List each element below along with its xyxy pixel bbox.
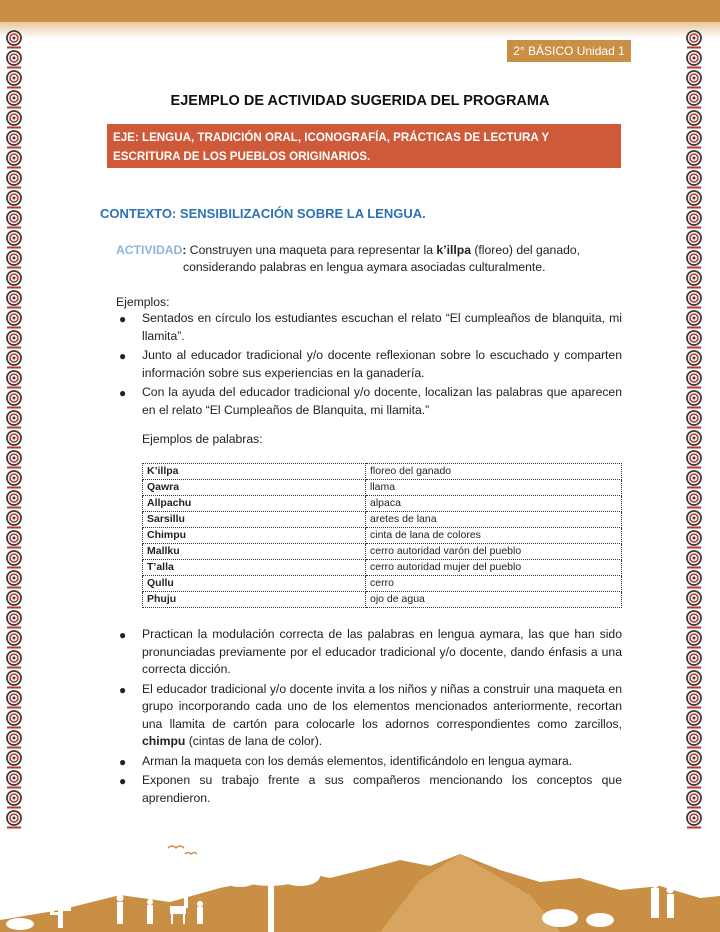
andean-landscape-illustration [0,840,720,932]
examples-label: Ejemplos: [116,295,170,309]
list-item-text-end: (cintas de lana de color). [185,734,323,748]
table-row [143,544,622,560]
activity-text-after: (floreo) del ganado, [470,243,581,257]
table-cell-term: T’alla [143,560,366,576]
table-cell-term: Chimpu [143,528,366,544]
page-title: EJEMPLO DE ACTIVIDAD SUGERIDA DEL PROGRAMA [170,93,550,109]
list-item-text: Junto al educador tradicional y/o docente reflexionan sobre lo escuchado y comparten información sobre sus experiencias en la ganadería. [142,348,622,380]
right-ornament-border [683,30,705,830]
table-row [143,512,622,528]
table-cell-term: Qullu [143,576,366,592]
axis-banner: EJE: LENGUA, TRADICIÓN ORAL, ICONOGRAFÍA, PRÁCTICAS DE LECTURA Y ESCRITURA DE LOS PUEBLOS ORIGINARIOS. [107,124,621,168]
table-row [143,592,622,608]
table-cell-term: Sarsillu [143,512,366,528]
table-row [143,464,622,480]
activity-term: k’illpa [436,243,471,257]
list-item [119,310,622,345]
table-cell-term: Allpachu [143,496,366,512]
top-color-band [0,0,720,22]
list-item-text: Arman la maqueta con los demás elementos, identificándolo en lengua aymara. [142,753,573,768]
table-cell-term: Qawra [143,480,366,496]
list-item-term: chimpu [142,734,186,748]
list-item [119,681,622,751]
top-bullet-list [119,310,622,421]
top-band-fade [0,22,720,38]
table-cell-meaning: llama [366,480,622,496]
list-item-text: Sentados en círculo los estudiantes escuchan el relato “El cumpleaños de blanquita, mi llamita”. [142,311,622,343]
grade-unit-badge: 2° BÁSICO Unidad 1 [507,40,631,62]
table-cell-term: Phuju [143,592,366,608]
bullet-icon: ● [119,386,127,400]
activity-statement [116,241,622,260]
activity-colon: : [182,243,187,257]
table-cell-meaning: cerro autoridad mujer del pueblo [366,560,622,576]
list-item [119,384,622,419]
bullet-icon: ● [119,682,127,697]
list-item-text: Practican la modulación correcta de las palabras en lengua aymara, las que han sido pronunciadas previamente por el educador tradicional y/o docente, dando énfasis a una correcta dicción. [142,627,622,676]
left-ornament-border [3,30,25,830]
table-cell-term: Mallku [143,544,366,560]
bullet-icon: ● [119,628,127,642]
bullet-icon: ● [119,349,127,363]
bullet-icon: ● [119,312,127,326]
list-item-text: Exponen su trabajo frente a sus compañeros mencionando los conceptos que aprendieron. [142,773,622,805]
bullet-icon: ● [119,754,127,769]
context-heading: CONTEXTO: SENSIBILIZACIÓN SOBRE LA LENGUA. [100,206,426,221]
table-cell-meaning: ojo de agua [366,592,622,608]
bird-icon [168,846,197,854]
words-table [142,463,622,608]
list-item [119,772,622,807]
table-cell-meaning: cerro autoridad varón del pueblo [366,544,622,560]
table-cell-meaning: cinta de lana de colores [366,528,622,544]
list-item-text: El educador tradicional y/o docente invita a los niños y niñas a construir una maqueta en grupo incorporando cada uno de los elementos mencionados anteriormente, recortan una llamita de cartón para colocarle los adornos correspondientes como zarcillos, [142,681,622,731]
table-cell-meaning: floreo del ganado [366,464,622,480]
table-cell-term: K’illpa [143,464,366,480]
list-item [119,753,622,771]
table-row [143,496,622,512]
list-item [119,347,622,382]
table-row [143,528,622,544]
table-row [143,480,622,496]
list-item-text: Con la ayuda del educador tradicional y/o docente, localizan las palabras que aparecen en el relato “El Cumpleaños de Blanquita, mi llamita.” [142,385,622,417]
word-examples-label: Ejemplos de palabras: [142,432,263,446]
list-item [119,626,622,679]
table-cell-meaning: cerro [366,576,622,592]
bullet-icon: ● [119,774,127,788]
table-row [143,560,622,576]
bottom-bullet-list [119,626,622,809]
activity-text-before: Construyen una maqueta para representar la [186,243,437,257]
table-row [143,576,622,592]
activity-line-2: considerando palabras en lengua aymara asociadas culturalmente. [183,260,546,274]
table-cell-meaning: alpaca [366,496,622,512]
table-cell-meaning: aretes de lana [366,512,622,528]
activity-label: ACTIVIDAD [116,243,183,257]
